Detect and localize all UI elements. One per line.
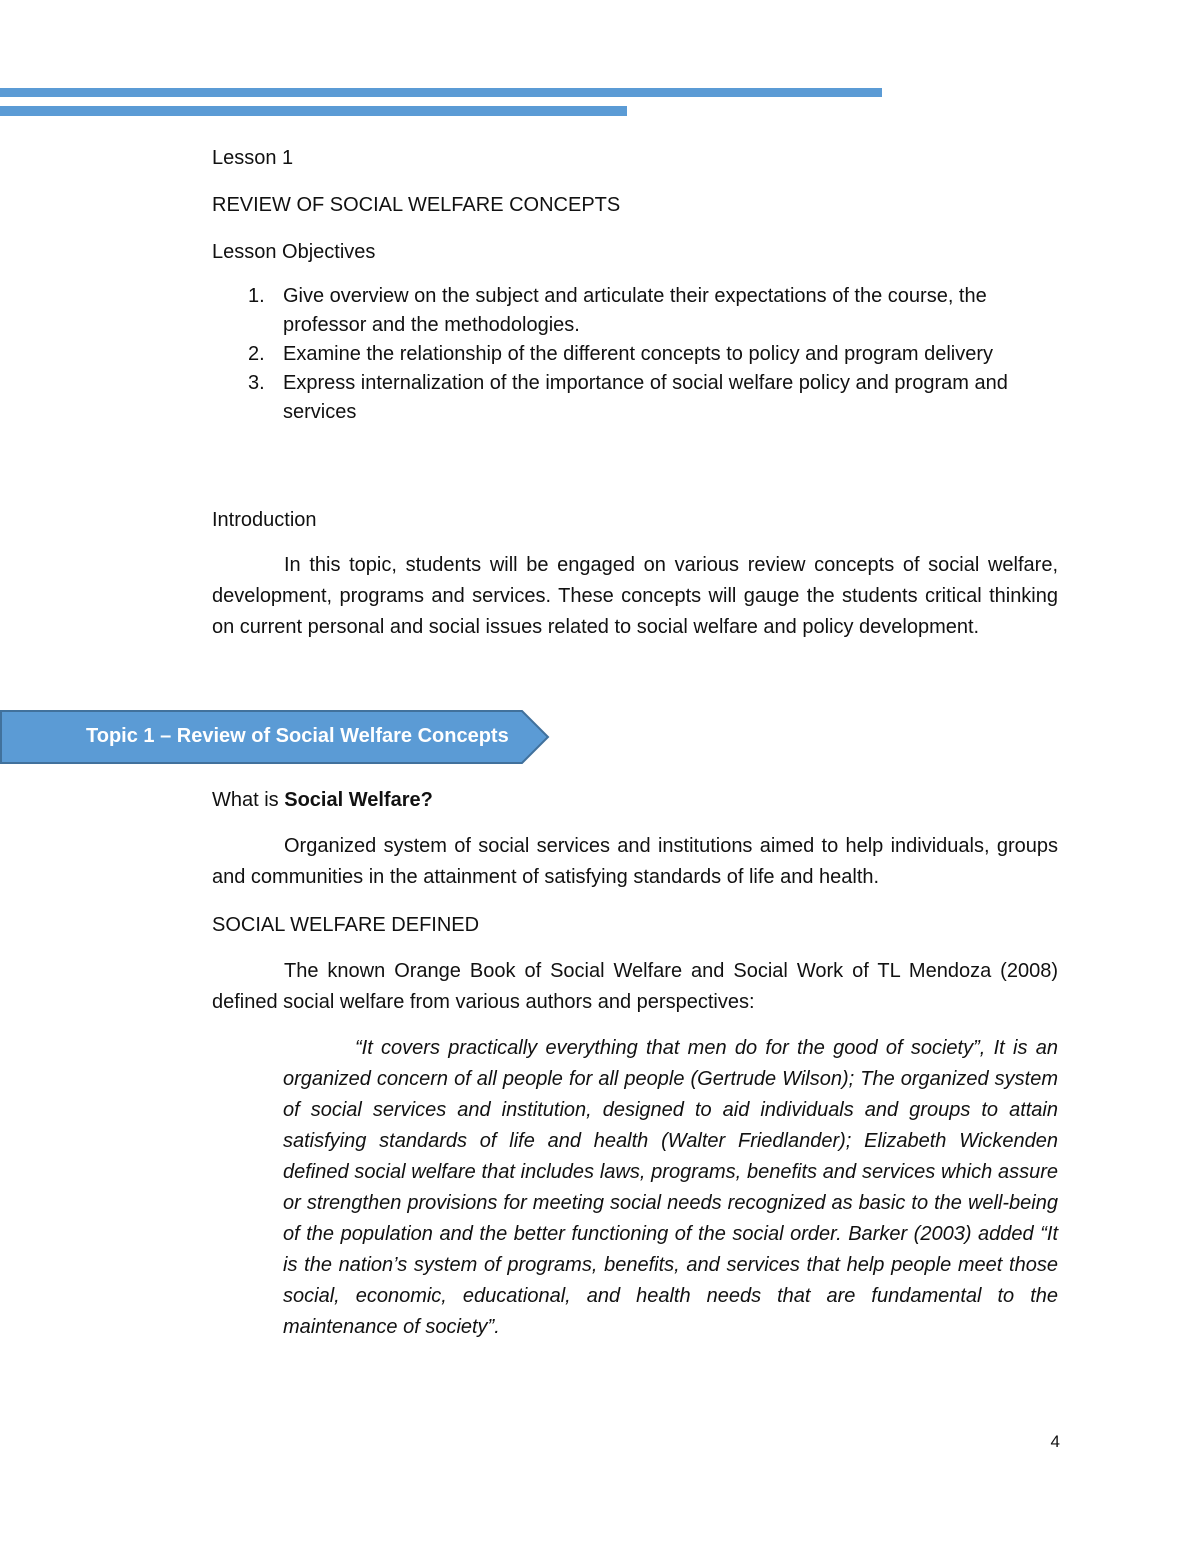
objective-text: Give overview on the subject and articulate their expectations of the course, the professor and the methodologies. [283,285,987,336]
what-is-text: Organized system of social services and institutions aimed to help individuals, groups and communities in the attainment of satisfying standards of life and health. [212,835,1058,888]
defined-text: The known Orange Book of Social Welfare and Social Work of TL Mendoza (2008) defined social welfare from various authors and perspectives: [212,960,1058,1013]
definitions-quote [283,1033,1058,1343]
objective-number: 2. [248,343,265,365]
objective-text: Express internalization of the importance of social welfare policy and program and services [283,372,1008,423]
page-number: 4 [1050,1432,1060,1451]
introduction-heading: Introduction [212,509,317,531]
what-is-prefix: What is [212,789,285,811]
what-is-heading [212,785,1058,816]
header-rule-bottom [0,106,627,116]
defined-paragraph [212,956,1058,1018]
objective-number: 3. [248,372,265,394]
topic-banner-label: Topic 1 – Review of Social Welfare Concepts [86,725,509,747]
introduction-paragraph [212,550,1058,643]
objective-number: 1. [248,285,265,307]
what-is-paragraph [212,831,1058,893]
lesson-label: Lesson 1 [212,147,294,169]
header-rule-top [0,88,882,97]
objective-item [212,369,1058,427]
objective-text: Examine the relationship of the different concepts to policy and program delivery [283,343,994,365]
introduction-text: In this topic, students will be engaged on various review concepts of social welfare, development, programs and services. These concepts will gauge the students critical thinking on current personal and social issues related to social welfare and policy development. [212,554,1058,638]
lesson-title: REVIEW OF SOCIAL WELFARE CONCEPTS [212,194,621,216]
what-is-term: Social Welfare? [284,789,433,811]
defined-heading: SOCIAL WELFARE DEFINED [212,914,480,936]
objectives-list [212,282,1058,427]
objectives-heading: Lesson Objectives [212,241,376,263]
definitions-quote-text: “It covers practically everything that men do for the good of society”, It is an organized concern of all people for all people (Gertrude Wilson); The organized system of social services and institution, designed to aid individuals and groups to attain satisfying standards of life and health (Walter Friedlander); Elizabeth Wickenden defined social welfare that includes laws, programs, benefits and services which assure or strengthen provisions for meeting social needs recognized as basic to the well-being of the population and the better functioning of the social order. Barker (2003) added “It is the nation’s system of programs, benefits, and services that help people meet those social, economic, educational, and health needs that are fundamental to the maintenance of society”. [283,1037,1058,1338]
objective-item [212,282,1058,340]
objective-item [212,340,1058,369]
